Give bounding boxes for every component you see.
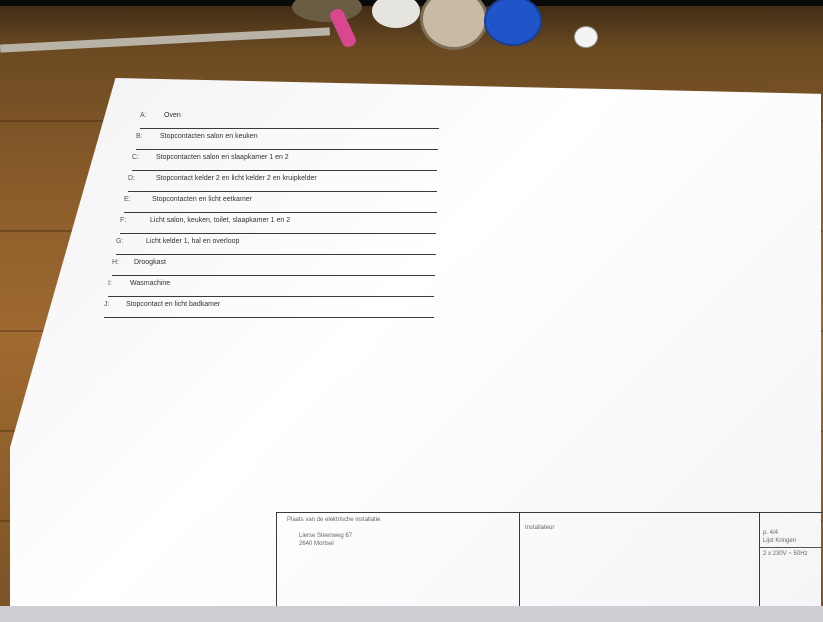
row-label: Stopcontacten en licht eetkamer: [152, 196, 253, 203]
doc-type: Lijst Kringen: [763, 538, 797, 544]
row-label: Licht salon, keuken, toilet, slaapkamer 1 en 2: [150, 217, 291, 224]
divider: [759, 547, 822, 548]
location-cell: [277, 513, 520, 607]
legend-row: [128, 171, 437, 192]
row-letter: A:: [140, 112, 147, 119]
row-letter: B:: [136, 133, 143, 140]
row-letter: J:: [104, 301, 110, 308]
row-letter: E:: [124, 196, 131, 203]
row-letter: G:: [116, 238, 124, 245]
address-line: 2640 Mortsel: [299, 541, 334, 547]
legend-row: [112, 255, 435, 276]
installer-label: Installateur: [525, 525, 555, 531]
row-label: Droogkast: [134, 259, 166, 266]
bottom-bezel: [0, 606, 823, 622]
address-line: Lierse Steenweg 67: [299, 533, 353, 539]
legend-row: [120, 213, 436, 234]
voltage: 2 x 230V ~ 50Hz: [763, 551, 808, 557]
sheet-info-cell: [759, 513, 822, 607]
row-label: Wasmachine: [130, 280, 171, 287]
white-button: [574, 26, 598, 48]
row-label: Stopcontacten salon en slaapkamer 1 en 2: [156, 154, 289, 161]
location-label: Plaats van de elektrische installatie: [287, 517, 381, 523]
row-label: Stopcontact en licht badkamer: [126, 301, 221, 308]
row-label: Stopcontacten salon en keuken: [160, 133, 258, 140]
legend-row: [140, 108, 439, 129]
legend-row: [116, 234, 436, 255]
row-letter: D:: [128, 175, 135, 182]
circuit-legend: [104, 108, 439, 318]
installer-cell: [519, 513, 760, 607]
legend-row: [136, 129, 438, 150]
legend-row: [132, 150, 437, 171]
row-letter: H:: [112, 259, 119, 266]
legend-row: [104, 297, 434, 318]
row-letter: F:: [120, 217, 127, 224]
row-label: Oven: [164, 112, 181, 119]
row-letter: C:: [132, 154, 139, 161]
legend-row: [108, 276, 434, 297]
row-label: Licht kelder 1, hal en overloop: [146, 238, 240, 245]
row-label: Stopcontact kelder 2 en licht kelder 2 en kruipkelder: [156, 175, 317, 182]
title-block: [276, 512, 823, 607]
page-ref: p. 4/4: [763, 530, 779, 536]
legend-row: [124, 192, 437, 213]
row-letter: I:: [108, 280, 112, 287]
